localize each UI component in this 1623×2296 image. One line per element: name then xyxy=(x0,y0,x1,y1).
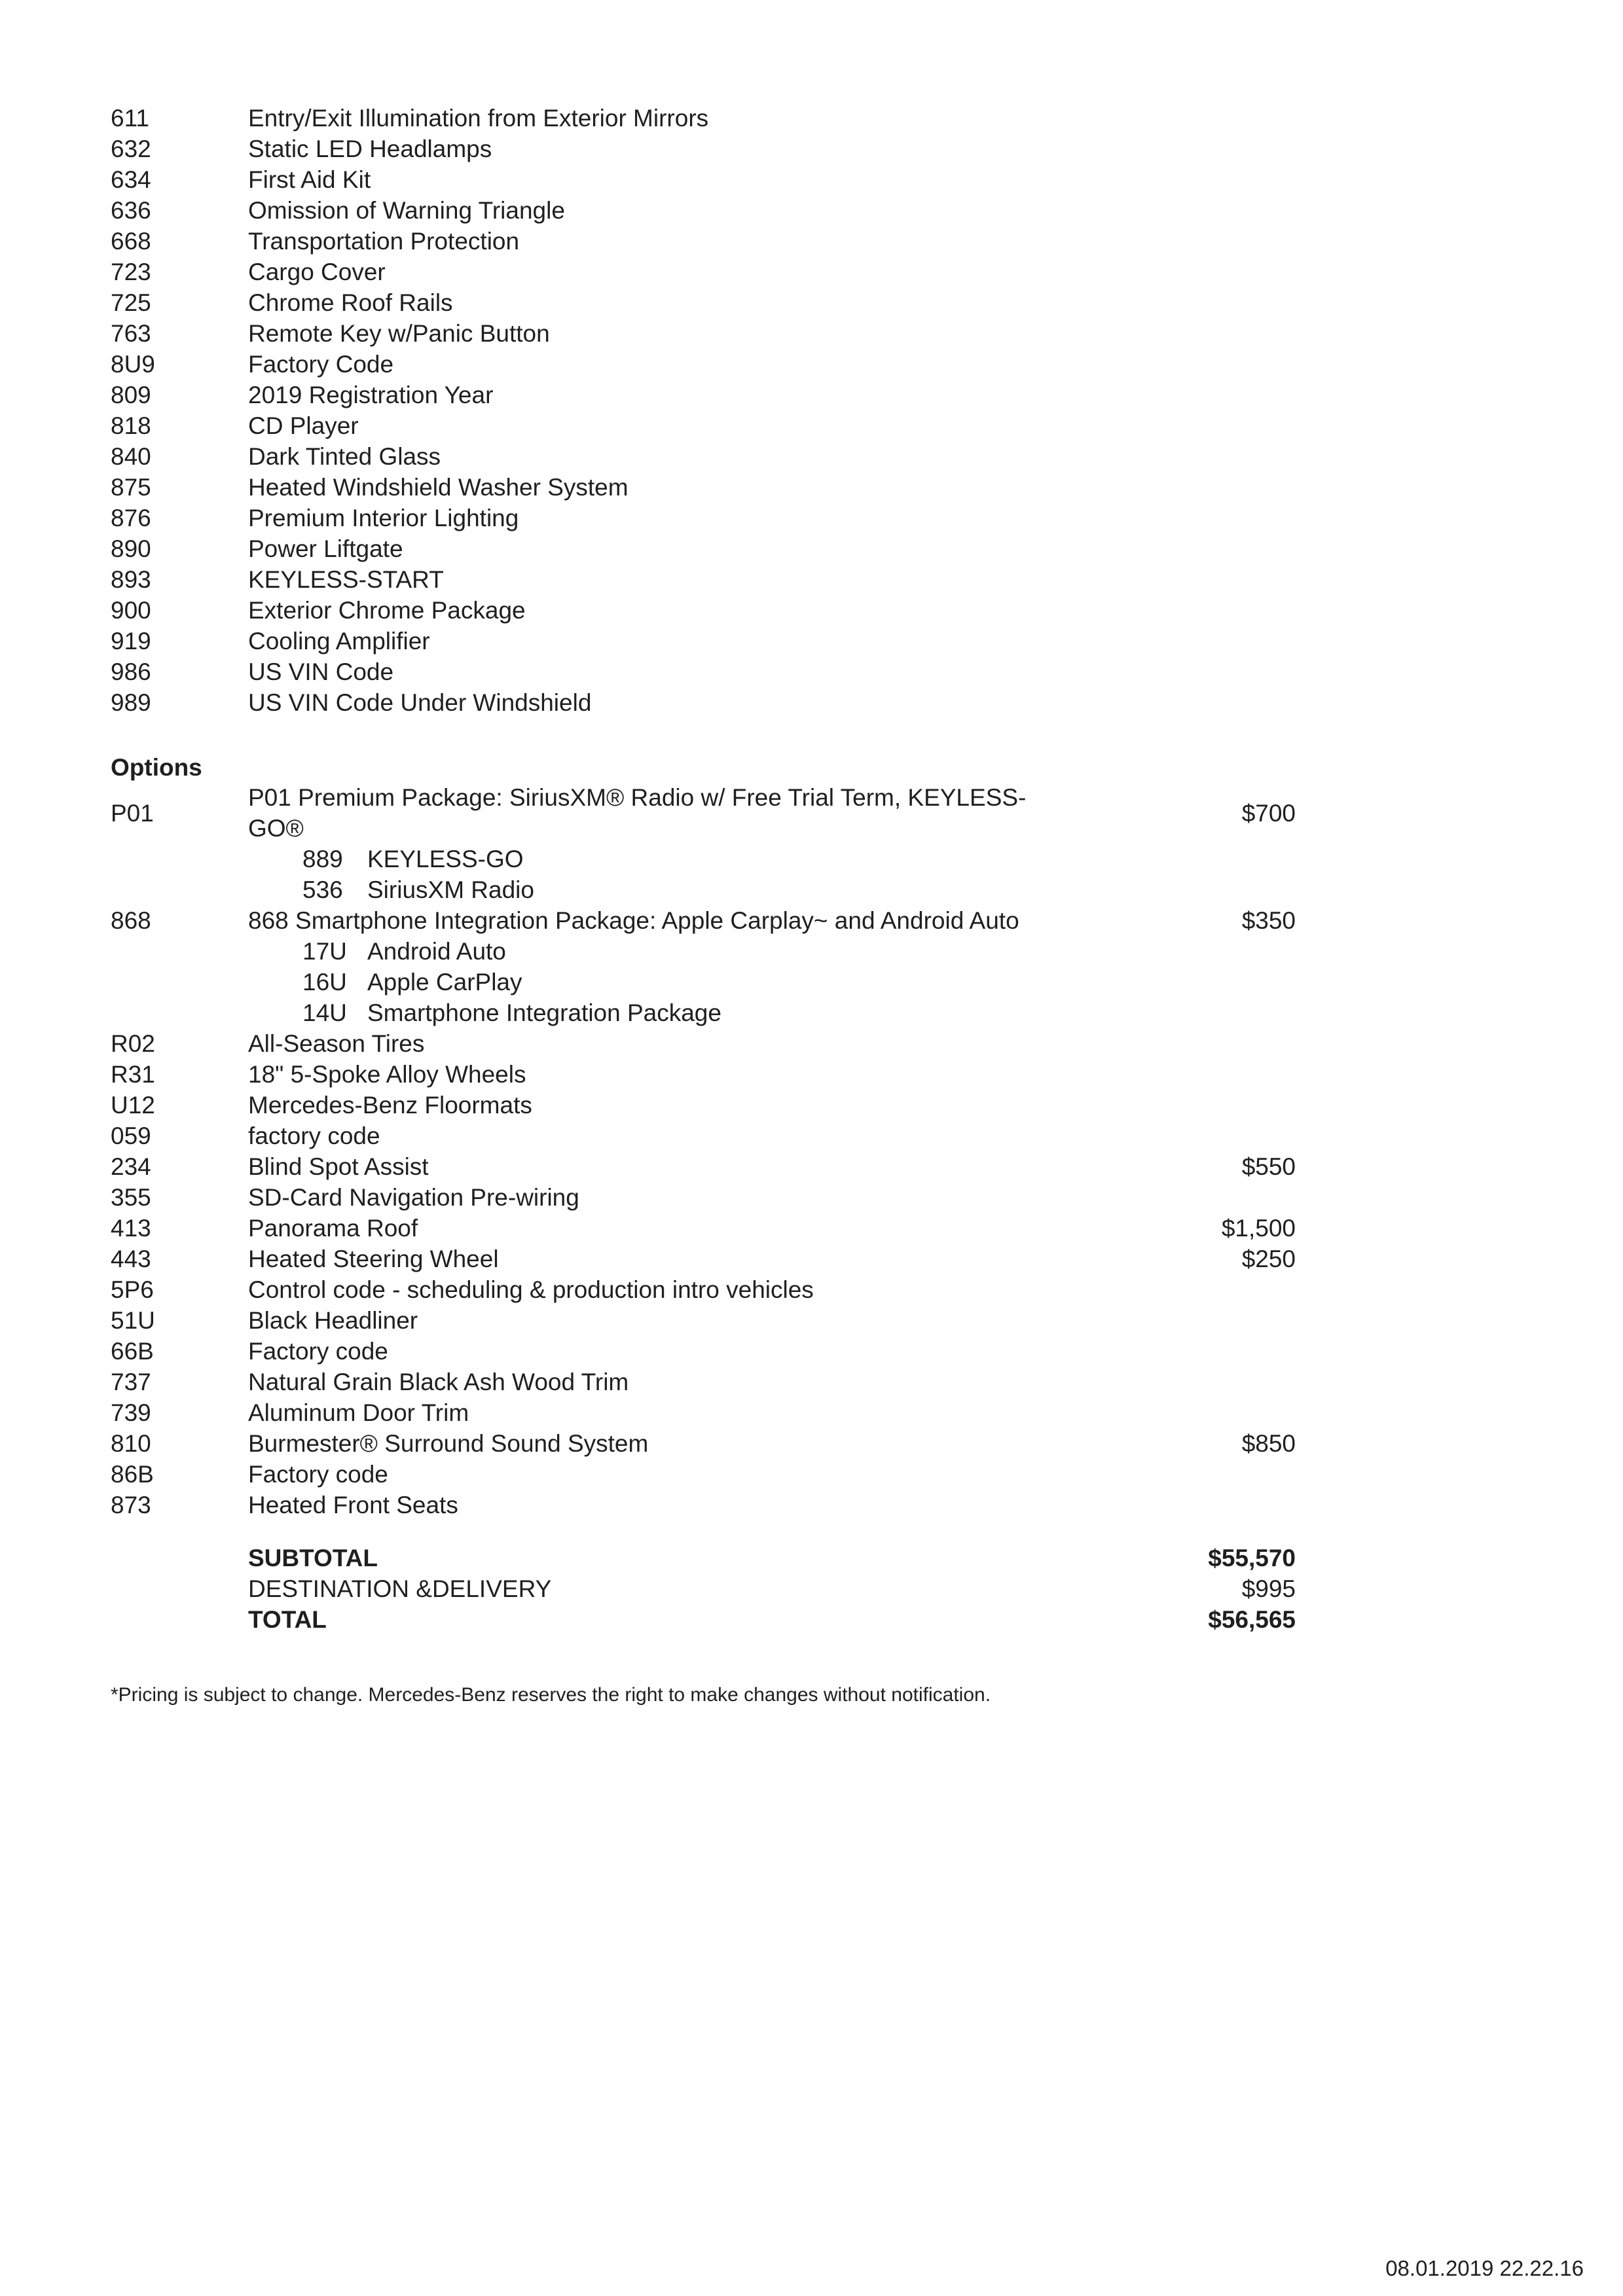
list-item xyxy=(0,195,1623,226)
item-code: 355 xyxy=(111,1184,151,1211)
total-row xyxy=(0,1604,1623,1635)
item-code: 919 xyxy=(111,628,151,655)
item-code: 875 xyxy=(111,474,151,501)
item-description: Aluminum Door Trim xyxy=(248,1399,469,1426)
list-item xyxy=(0,1305,1623,1336)
item-description: Premium Interior Lighting xyxy=(248,505,519,531)
item-description: Black Headliner xyxy=(248,1307,418,1334)
subtotal-row xyxy=(0,1543,1623,1573)
item-description: 18" 5-Spoke Alloy Wheels xyxy=(248,1061,526,1088)
item-description: Factory code xyxy=(248,1461,388,1488)
item-code: 66B xyxy=(111,1338,154,1365)
package-868-row xyxy=(0,905,1623,936)
delivery-value: $995 xyxy=(1241,1575,1296,1602)
list-item xyxy=(0,1213,1623,1244)
list-item xyxy=(0,1182,1623,1213)
list-item xyxy=(0,1090,1623,1121)
item-description: KEYLESS-START xyxy=(248,566,444,593)
option-price: $700 xyxy=(1241,800,1296,827)
item-code: 86B xyxy=(111,1461,154,1488)
item-code: 634 xyxy=(111,166,151,193)
subitem-code: 17U xyxy=(302,938,347,965)
list-item xyxy=(0,564,1623,595)
subitem-description: Apple CarPlay xyxy=(367,969,522,996)
item-description: Panorama Roof xyxy=(248,1215,418,1242)
list-item xyxy=(0,1428,1623,1459)
item-code: 723 xyxy=(111,259,151,285)
list-item xyxy=(0,1244,1623,1274)
subitem-code: 536 xyxy=(302,876,343,903)
list-item xyxy=(0,257,1623,287)
list-item xyxy=(0,226,1623,257)
item-code: 51U xyxy=(111,1307,155,1334)
list-item xyxy=(0,103,1623,134)
item-code: 809 xyxy=(111,382,151,408)
list-item xyxy=(0,1336,1623,1367)
item-code: 737 xyxy=(111,1369,151,1395)
item-description: Heated Steering Wheel xyxy=(248,1246,499,1272)
item-description: Blind Spot Assist xyxy=(248,1153,429,1180)
package-subitem xyxy=(0,936,1623,967)
item-description: Static LED Headlamps xyxy=(248,135,492,162)
item-description: US VIN Code Under Windshield xyxy=(248,689,592,716)
option-description: P01 Premium Package: SiriusXM® Radio w/ Free Trial Term, KEYLESS-GO® xyxy=(248,784,1027,842)
options-heading: Options xyxy=(111,754,202,781)
item-price: $550 xyxy=(1241,1153,1296,1180)
item-code: 876 xyxy=(111,505,151,531)
item-description: First Aid Kit xyxy=(248,166,371,193)
package-subitem xyxy=(0,844,1623,874)
item-code: 873 xyxy=(111,1492,151,1518)
item-code: 763 xyxy=(111,320,151,347)
subitem-code: 889 xyxy=(302,846,343,872)
item-code: 900 xyxy=(111,597,151,624)
print-timestamp: 08.01.2019 22.22.16 xyxy=(1385,2256,1584,2280)
list-item xyxy=(0,1274,1623,1305)
item-code: 234 xyxy=(111,1153,151,1180)
item-description: Mercedes-Benz Floormats xyxy=(248,1092,532,1119)
list-item xyxy=(0,164,1623,195)
item-price: $850 xyxy=(1241,1430,1296,1457)
list-item xyxy=(0,1059,1623,1090)
list-item xyxy=(0,626,1623,656)
delivery-row xyxy=(0,1573,1623,1604)
item-description: Heated Front Seats xyxy=(248,1492,458,1518)
item-description: SD-Card Navigation Pre-wiring xyxy=(248,1184,579,1211)
list-item xyxy=(0,1367,1623,1397)
item-code: 413 xyxy=(111,1215,151,1242)
pricing-footnote: *Pricing is subject to change. Mercedes-Benz reserves the right to make changes without notification. xyxy=(111,1684,991,1706)
item-code: R02 xyxy=(111,1030,155,1057)
item-code: 893 xyxy=(111,566,151,593)
item-code: 986 xyxy=(111,658,151,685)
list-item xyxy=(0,533,1623,564)
list-item xyxy=(0,380,1623,410)
total-value: $56,565 xyxy=(1208,1606,1296,1633)
list-item xyxy=(0,503,1623,533)
item-code: 059 xyxy=(111,1122,151,1149)
item-description: Factory code xyxy=(248,1338,388,1365)
subtotal-value: $55,570 xyxy=(1208,1545,1296,1571)
item-code: 725 xyxy=(111,289,151,316)
list-item xyxy=(0,472,1623,503)
subitem-code: 16U xyxy=(302,969,347,996)
item-description: Remote Key w/Panic Button xyxy=(248,320,550,347)
list-item xyxy=(0,1490,1623,1520)
list-item xyxy=(0,410,1623,441)
item-description: 2019 Registration Year xyxy=(248,382,494,408)
list-item xyxy=(0,1028,1623,1059)
option-code: P01 xyxy=(111,800,154,827)
item-code: 5P6 xyxy=(111,1276,154,1303)
list-item xyxy=(0,441,1623,472)
item-description: All-Season Tires xyxy=(248,1030,425,1057)
item-code: R31 xyxy=(111,1061,155,1088)
list-item xyxy=(0,349,1623,380)
item-code: 8U9 xyxy=(111,351,155,378)
item-description: Cooling Amplifier xyxy=(248,628,430,655)
item-price: $1,500 xyxy=(1221,1215,1296,1242)
subitem-description: Android Auto xyxy=(367,938,506,965)
item-description: Exterior Chrome Package xyxy=(248,597,526,624)
package-subitem xyxy=(0,874,1623,905)
item-description: Cargo Cover xyxy=(248,259,386,285)
delivery-label: DESTINATION &DELIVERY xyxy=(248,1575,552,1602)
list-item xyxy=(0,318,1623,349)
option-description: 868 Smartphone Integration Package: Apple Carplay~ and Android Auto xyxy=(248,907,1019,934)
item-description: Heated Windshield Washer System xyxy=(248,474,629,501)
item-code: 632 xyxy=(111,135,151,162)
subitem-code: 14U xyxy=(302,999,347,1026)
item-code: 443 xyxy=(111,1246,151,1272)
list-item xyxy=(0,656,1623,687)
list-item xyxy=(0,287,1623,318)
subitem-description: KEYLESS-GO xyxy=(367,846,524,872)
item-code: 668 xyxy=(111,228,151,255)
item-description: Entry/Exit Illumination from Exterior Mirrors xyxy=(248,105,709,132)
item-description: Natural Grain Black Ash Wood Trim xyxy=(248,1369,629,1395)
item-price: $250 xyxy=(1241,1246,1296,1272)
item-description: Factory Code xyxy=(248,351,394,378)
item-code: 636 xyxy=(111,197,151,224)
item-code: 611 xyxy=(111,105,149,132)
option-price: $350 xyxy=(1241,907,1296,934)
list-item xyxy=(0,595,1623,626)
list-item xyxy=(0,687,1623,718)
item-description: CD Player xyxy=(248,412,359,439)
item-code: U12 xyxy=(111,1092,155,1119)
list-item xyxy=(0,1397,1623,1428)
item-description: Power Liftgate xyxy=(248,535,403,562)
item-description: factory code xyxy=(248,1122,380,1149)
item-code: 739 xyxy=(111,1399,151,1426)
item-description: Dark Tinted Glass xyxy=(248,443,441,470)
subitem-description: SiriusXM Radio xyxy=(367,876,534,903)
package-subitem xyxy=(0,997,1623,1028)
list-item xyxy=(0,1151,1623,1182)
item-code: 890 xyxy=(111,535,151,562)
item-code: 810 xyxy=(111,1430,151,1457)
item-description: Chrome Roof Rails xyxy=(248,289,453,316)
list-item xyxy=(0,134,1623,164)
package-subitem xyxy=(0,967,1623,997)
option-code: 868 xyxy=(111,907,151,934)
total-label: TOTAL xyxy=(248,1606,327,1633)
item-description: Control code - scheduling & production intro vehicles xyxy=(248,1276,814,1303)
item-description: US VIN Code xyxy=(248,658,394,685)
item-code: 818 xyxy=(111,412,151,439)
item-description: Burmester® Surround Sound System xyxy=(248,1430,649,1457)
item-description: Omission of Warning Triangle xyxy=(248,197,565,224)
list-item xyxy=(0,1121,1623,1151)
item-code: 989 xyxy=(111,689,151,716)
subtotal-label: SUBTOTAL xyxy=(248,1545,378,1571)
list-item xyxy=(0,1459,1623,1490)
item-description: Transportation Protection xyxy=(248,228,520,255)
item-code: 840 xyxy=(111,443,151,470)
subitem-description: Smartphone Integration Package xyxy=(367,999,721,1026)
